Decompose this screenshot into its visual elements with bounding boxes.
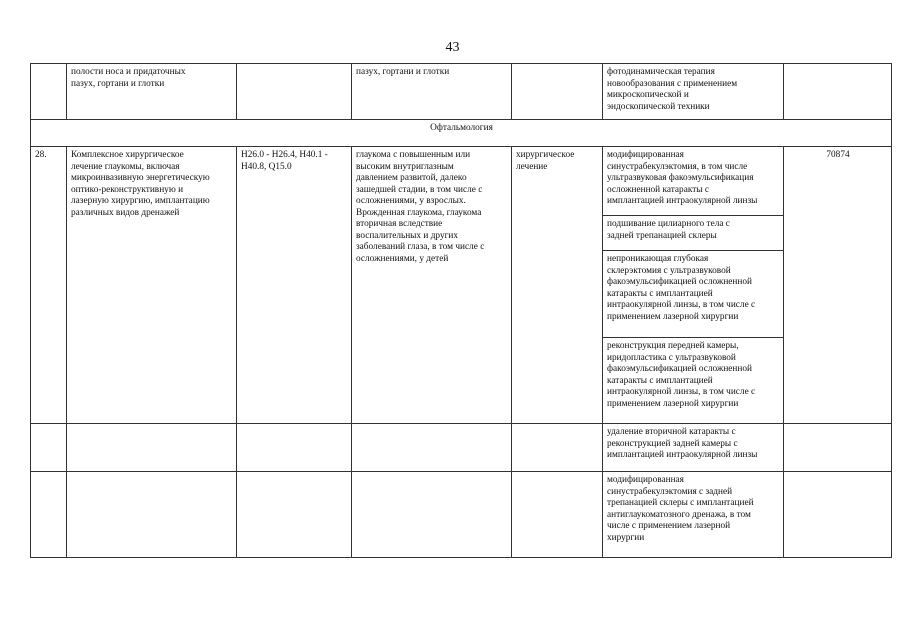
cell-patient-model: пазух, гортани и глотки [352, 64, 512, 120]
cell-method: непроникающая глубокая склерэктомия с ультразвуковой факоэмульсификацией осложненной катаракты с имплантацией интраокулярной линзы, в том числе с применением лазерной хирургии [603, 251, 784, 338]
cell-num: 28. [31, 147, 67, 424]
table-row-item-28 [31, 147, 892, 216]
cell-cost [784, 64, 892, 120]
cell-cost [784, 424, 892, 472]
cell-method: модифицированная синустрабекулэктомия с задней трепанацией склеры с имплантацией антиглаукоматозного дренажа, в том числе с применением лазерной хирургии [603, 472, 784, 558]
cell-method: подшивание цилиарного тела с задней трепанацией склеры [603, 216, 784, 251]
table-row-extra [31, 472, 892, 558]
table-row-section [31, 120, 892, 147]
cell-treatment-type [512, 64, 603, 120]
medical-services-table [30, 63, 892, 558]
cell-method: модифицированная синустрабекулэктомия, в том числе ультразвуковая факоэмульсификация осложненной катаракты с имплантацией интраокулярной линзы [603, 147, 784, 216]
cell-name: Комплексное хирургическое лечение глаукомы, включая микроинвазивную энергетическую оптико-реконструктивную и лазерную хирургию, имплантацию различных видов дренажей [67, 147, 237, 424]
cell-codes [237, 424, 352, 472]
cell-name [67, 424, 237, 472]
table-row-continuation [31, 64, 892, 120]
cell-method: удаление вторичной катаракты с реконструкцией задней камеры с имплантацией интраокулярной линзы [603, 424, 784, 472]
cell-method: реконструкция передней камеры, иридопластика с ультразвуковой факоэмульсификацией осложненной катаракты с имплантацией интраокулярной линзы, в том числе с применением лазерной хирургии [603, 338, 784, 424]
cell-codes: H26.0 - H26.4, H40.1 - H40.8, Q15.0 [237, 147, 352, 424]
cell-method: фотодинамическая терапия новообразования с применением микроскопической и эндоскопической техники [603, 64, 784, 120]
cell-patient-model [352, 424, 512, 472]
section-heading: Офтальмология [31, 120, 892, 147]
cell-cost: 70874 [784, 147, 892, 424]
table-row-extra [31, 424, 892, 472]
cell-patient-model [352, 472, 512, 558]
cell-num [31, 472, 67, 558]
cell-codes [237, 472, 352, 558]
cell-treatment-type [512, 424, 603, 472]
cell-treatment-type: хирургическое лечение [512, 147, 603, 424]
cell-num [31, 64, 67, 120]
cell-codes [237, 64, 352, 120]
cell-name: полости носа и придаточных пазух, гортани и глотки [67, 64, 237, 120]
cell-patient-model: глаукома с повышенным или высоким внутриглазным давлением развитой, далеко зашедшей стадии, в том числе с осложнениями, у взрослых. Врожденная глаукома, глаукома вторичная вследствие воспалительных и других заболеваний глаза, в том числе с осложнениями, у детей [352, 147, 512, 424]
cell-name [67, 472, 237, 558]
page-number: 43 [445, 40, 460, 55]
cell-num [31, 424, 67, 472]
cell-cost [784, 472, 892, 558]
cell-treatment-type [512, 472, 603, 558]
